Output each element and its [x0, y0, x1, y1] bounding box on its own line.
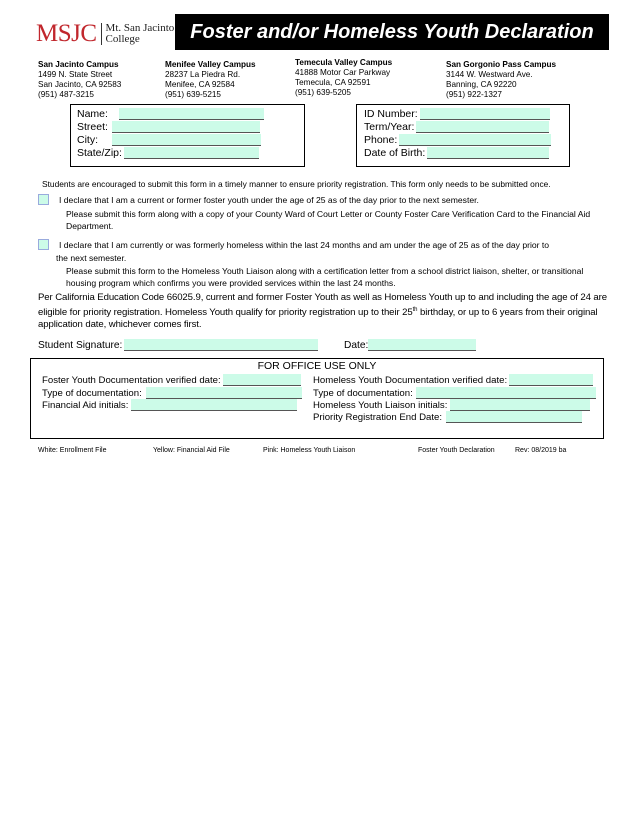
- office-foster-doc-type-field[interactable]: [146, 387, 302, 399]
- campus-name: Temecula Valley Campus: [295, 58, 393, 67]
- office-liaison-initials-field[interactable]: [450, 399, 590, 411]
- intro-text: Students are encouraged to submit this form in a timely manner to ensure priority registration. This form only needs to be submitted once.: [42, 179, 551, 189]
- campus-street: 28237 La Piedra Rd.: [165, 70, 241, 79]
- office-foster-verified-field[interactable]: [223, 374, 301, 386]
- campus-phone: (951) 487-3215: [38, 90, 94, 99]
- footer-revision: Rev: 08/2019 ba: [515, 447, 567, 454]
- campus-street: 3144 W. Westward Ave.: [446, 70, 533, 79]
- office-foster-verified-row: [42, 374, 301, 386]
- name-row: [77, 108, 264, 120]
- campus-san-gorgonio: [446, 60, 556, 100]
- state-zip-field[interactable]: [124, 147, 259, 159]
- logo-mark: MSJC: [36, 20, 97, 47]
- office-fa-initials-row: [42, 399, 297, 411]
- id-field[interactable]: [420, 108, 550, 120]
- campus-name: Menifee Valley Campus: [165, 60, 256, 69]
- campus-street: 1499 N. State Street: [38, 70, 113, 79]
- campus-phone: (951) 639-5205: [295, 88, 351, 97]
- office-foster-doc-type-row: [42, 387, 302, 399]
- term-label: Term/Year:: [364, 121, 415, 133]
- footer-form-name: Foster Youth Declaration: [418, 447, 495, 454]
- education-code-part2: birthday, or up to 6 years from their original application date, whichever comes first.: [38, 307, 598, 331]
- education-code-text: [38, 292, 610, 331]
- homeless-checkbox[interactable]: [38, 239, 49, 250]
- footer-pink: Pink: Homeless Youth Liaison: [263, 447, 356, 454]
- homeless-declaration: I declare that I am currently or was formerly homeless within the last 24 months and am under the age of 25 as of the day prior to: [59, 240, 550, 250]
- state-zip-row: [77, 147, 259, 159]
- office-liaison-initials-row: [313, 399, 590, 411]
- office-priority-end-row: [313, 411, 582, 423]
- foster-declaration: I declare that I am a current or former foster youth under the age of 25 as of the day prior to the next semester.: [59, 195, 479, 205]
- campus-temecula: [295, 58, 392, 98]
- logo-line-2: College: [105, 33, 140, 45]
- office-fa-initials-field[interactable]: [131, 399, 297, 411]
- id-row: [364, 108, 550, 120]
- street-row: [77, 121, 260, 133]
- term-row: [364, 121, 549, 133]
- office-homeless-verified-row: [313, 374, 593, 386]
- city-label: City:: [77, 134, 98, 146]
- dob-row: [364, 147, 549, 159]
- page-title: Foster and/or Homeless Youth Declaration: [175, 14, 609, 50]
- street-field[interactable]: [112, 121, 260, 133]
- office-homeless-verified-label: Homeless Youth Documentation verified date:: [313, 374, 508, 386]
- campus-name: San Gorgonio Pass Campus: [446, 60, 557, 69]
- office-priority-end-label: Priority Registration End Date:: [313, 411, 443, 423]
- education-code-sup: th: [412, 307, 418, 313]
- campus-san-jacinto: [38, 60, 121, 100]
- term-field[interactable]: [416, 121, 549, 133]
- dob-label: Date of Birth:: [364, 147, 426, 159]
- campus-city: Banning, CA 92220: [446, 80, 517, 89]
- office-homeless-verified-field[interactable]: [509, 374, 593, 386]
- campus-phone: (951) 922-1327: [446, 90, 502, 99]
- campus-city: San Jacinto, CA 92583: [38, 80, 122, 89]
- homeless-instructions: Please submit this form to the Homeless Youth Liaison along with a certification letter from a school district liaison, shelter, or transitional housing program which confirms you were provided services within the last 24 months.: [66, 266, 584, 288]
- id-label: ID Number:: [364, 108, 418, 120]
- campus-city: Menifee, CA 92584: [165, 80, 235, 89]
- dob-field[interactable]: [427, 147, 549, 159]
- office-fa-initials-label: Financial Aid initials:: [42, 399, 129, 411]
- office-liaison-initials-label: Homeless Youth Liaison initials:: [313, 399, 448, 411]
- name-label: Name:: [77, 108, 108, 120]
- date-row: [344, 339, 476, 351]
- campus-menifee: [165, 60, 256, 100]
- office-use-title: FOR OFFICE USE ONLY: [257, 360, 377, 372]
- campus-city: Temecula, CA 92591: [295, 78, 371, 87]
- office-foster-doc-type-label: Type of documentation:: [42, 387, 142, 399]
- foster-checkbox[interactable]: [38, 194, 49, 205]
- footer-yellow: Yellow: Financial Aid File: [153, 447, 230, 454]
- name-field[interactable]: [119, 108, 264, 120]
- office-foster-verified-label: Foster Youth Documentation verified date:: [42, 374, 221, 386]
- phone-label: Phone:: [364, 134, 398, 146]
- campus-phone: (951) 639-5215: [165, 90, 221, 99]
- signature-row: [38, 339, 318, 351]
- state-zip-label: State/Zip:: [77, 147, 122, 159]
- office-homeless-doc-type-field[interactable]: [416, 387, 596, 399]
- campus-street: 41888 Motor Car Parkway: [295, 68, 391, 77]
- date-label: Date:: [344, 339, 369, 351]
- education-code-part1: Per California Education Code 66025.9, current and former Foster Youth as well as Homeless Youth up to and including the age of 24 are eligible for priority registration. Homeless Youth qualify for priority registration up to their 25: [38, 292, 607, 319]
- phone-row: [364, 134, 551, 146]
- homeless-declaration-cont: the next semester.: [56, 253, 127, 263]
- footer-white: White: Enrollment File: [38, 447, 107, 454]
- foster-instructions: Please submit this form along with a copy of your County Ward of Court Letter or County Foster Care Verification Card to the Financial Aid Department.: [66, 209, 591, 231]
- city-row: [77, 134, 261, 146]
- office-homeless-doc-type-label: Type of documentation:: [313, 387, 413, 399]
- campus-name: San Jacinto Campus: [38, 60, 119, 69]
- city-field[interactable]: [112, 134, 261, 146]
- office-homeless-doc-type-row: [313, 387, 596, 399]
- logo-line-1: Mt. San Jacinto: [105, 22, 175, 34]
- street-label: Street:: [77, 121, 108, 133]
- signature-field[interactable]: [124, 339, 318, 351]
- date-field[interactable]: [368, 339, 476, 351]
- signature-label: Student Signature:: [38, 339, 123, 351]
- office-priority-end-field[interactable]: [446, 411, 582, 423]
- phone-field[interactable]: [399, 134, 551, 146]
- college-logo: [36, 20, 174, 48]
